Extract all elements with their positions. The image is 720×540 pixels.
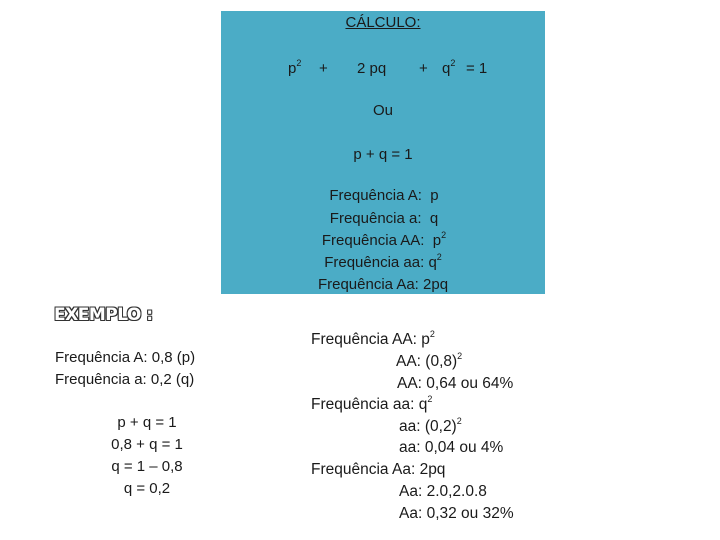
result-text: Frequência AA: p: [311, 331, 430, 348]
formula-plus-1: +: [319, 60, 328, 77]
result-AA-value: AA: 0,64 ou 64%: [397, 375, 514, 392]
formula-p: p: [288, 60, 297, 77]
definition-freq-Aa: [318, 276, 448, 293]
result-AA-calc: [396, 353, 462, 371]
result-aa-calc: [399, 418, 462, 436]
example-freq-A: Frequência A: 0,8 (p): [55, 349, 196, 366]
result-AA-heading: [311, 331, 435, 349]
example-step: q = 0,2: [123, 480, 171, 497]
formula-q: q: [442, 60, 451, 77]
definition-label: Frequência AA:: [321, 232, 425, 249]
example-step: q = 1 – 0,8: [111, 458, 183, 475]
definition-value: p: [430, 187, 439, 204]
formula-q-squared: [442, 60, 455, 77]
simple-formula: p + q = 1: [353, 146, 413, 163]
definition-freq-aa: [324, 254, 442, 271]
definition-freq-A: [329, 187, 438, 204]
panel-title: CÁLCULO:: [345, 14, 421, 31]
definition-value: p: [432, 232, 442, 249]
result-Aa-calc: Aa: 2.0,2.0.8: [399, 483, 487, 500]
or-text: Ou: [372, 102, 394, 119]
definition-value: q: [428, 254, 437, 271]
formula-p-squared: [288, 60, 301, 77]
result-aa-value: aa: 0,04 ou 4%: [399, 439, 504, 456]
definition-freq-a: [330, 210, 438, 227]
example-step: 0,8 + q = 1: [111, 436, 183, 453]
definition-label: Frequência a:: [329, 210, 422, 227]
definition-exp: 2: [436, 252, 442, 262]
result-Aa-value: Aa: 0,32 ou 32%: [399, 505, 514, 522]
formula-plus-2: +: [419, 60, 428, 77]
result-text: AA: (0,8): [396, 353, 458, 370]
result-exp: 2: [429, 329, 435, 339]
example-heading: EXEMPLO :: [54, 305, 153, 325]
result-exp: 2: [427, 394, 433, 404]
result-aa-heading: [311, 396, 432, 414]
example-freq-a: Frequência a: 0,2 (q): [55, 371, 195, 388]
definition-label: Frequência A:: [329, 187, 422, 204]
formula-p-exp: 2: [296, 58, 302, 68]
result-exp: 2: [457, 351, 463, 361]
formula-q-exp: 2: [450, 58, 456, 68]
result-text: aa: (0,2): [399, 418, 457, 435]
definition-freq-AA: [322, 232, 446, 249]
result-Aa-heading: Frequência Aa: 2pq: [311, 461, 446, 478]
formula-2pq: 2 pq: [357, 60, 387, 77]
definition-label: Frequência aa:: [324, 254, 425, 271]
definition-exp: 2: [441, 230, 447, 240]
definition-value: q: [429, 210, 439, 227]
definition-value: 2pq: [423, 276, 449, 293]
definition-label: Frequência Aa:: [317, 276, 419, 293]
formula-equals-one: = 1: [466, 60, 488, 77]
example-step: p + q = 1: [117, 414, 177, 431]
result-text: Frequência aa: q: [311, 396, 428, 413]
result-exp: 2: [456, 416, 462, 426]
